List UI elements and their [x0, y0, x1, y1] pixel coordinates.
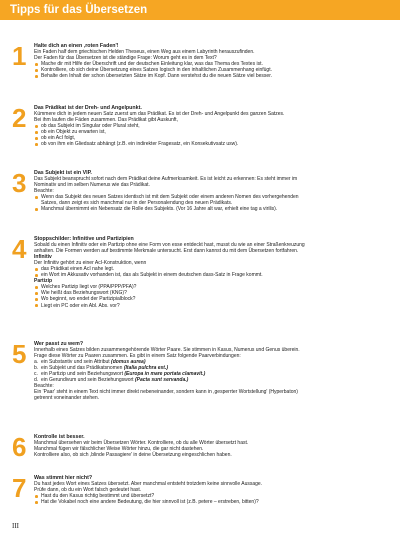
bullet-item: Hast du den Kasus richtig bestimmt und übersetzt?	[34, 493, 390, 499]
tip-section-6	[12, 432, 390, 462]
tip-title: Was stimmt hier nicht?	[34, 475, 93, 481]
bullet-continuation: Satzes, dann zeigt es sich manchmal nur in der Personalendung des neuen Prädikats.	[41, 200, 233, 207]
tip-text: Beachte:	[34, 383, 54, 390]
tip-section-1	[12, 43, 390, 79]
bullet-item: Manchmal übernimmt ein Nebensatz die Rolle des Subjekts. (Vor 16 Jahre alt war, erhielt eine tag a virilis).	[34, 206, 390, 212]
tip-number: 5	[12, 339, 27, 369]
tip-content	[34, 43, 390, 79]
tip-content	[34, 105, 390, 147]
tip-text: Ein Faden half dem griechischen Helden Theseus, einen Weg aus einem Labyrinth herauszufinden.	[34, 49, 255, 56]
tip-text: Prüfe dann, ob du ein Wort falsch gedeutet hast.	[34, 487, 142, 494]
tip-content	[34, 475, 390, 505]
tip-number: 1	[12, 41, 27, 71]
tip-section-4	[12, 236, 390, 309]
tip-text: Der Infinitiv gehört zu einer AcI-Konstruktion, wenn	[34, 260, 147, 267]
tip-number: 3	[12, 168, 27, 198]
tip-content	[34, 236, 390, 309]
tip-text: Kontrolliere also, ob sich ,blinde Passagiere' in deine Übersetzung eingeschlichen haben.	[34, 452, 232, 459]
tip-text: Das Subjekt beansprucht sofort nach dem Prädikat deine Aufmerksamkeit. Es ist leicht zu erkennen: Es steht immer im	[34, 176, 298, 183]
tip-section-2	[12, 105, 390, 147]
bullet-item: ob ein AcI folgt,	[34, 135, 390, 141]
bullet-item: ob von ihm ein Gliedsatz abhängt (z.B. ein indirekter Fragesatz, ein Konsekutivsatz usw).	[34, 141, 390, 147]
bullet-item: Mache dir mit Hilfe der Überschrift und der deutschen Einleitung klar, was das Thema des Textes ist.	[34, 61, 390, 67]
tip-text: anhalten. Die Formen werden auf bestimmte Merkmale untersucht. Erst dann kannst du mit dem Übersetzen fortfahren.	[34, 248, 299, 255]
tip-text: getrennt voneinander stehen.	[34, 395, 100, 402]
bullet-item: Behalte den Inhalt der schon übersetzten Sätze im Kopf. Dann verstehst du die neuen Sätze viel besser.	[34, 73, 390, 79]
bullet-item: Hat die Vokabel noch eine andere Bedeutung, die hier sinnvoll ist (z.B. petere – erstreben, bitten)?	[34, 499, 390, 505]
tip-title: Das Prädikat ist der Dreh- und Angelpunkt.	[34, 105, 142, 111]
bullet-item: Wie heißt das Beziehungswort (KNG)?	[34, 290, 390, 296]
page-number: III	[12, 522, 19, 530]
page-title: Tipps für das Übersetzen	[10, 4, 148, 16]
tip-title: Kontrolle ist besser.	[34, 434, 85, 440]
pair-item-b: b. ein Subjekt und das Prädikatsnomen (Italia pulchra est.)	[34, 365, 169, 372]
header-bar	[0, 0, 400, 20]
bullet-item: ein Wort im Akkusativ vorhanden ist, das als Subjekt in einem deutschen dass-Satz in Frage kommt.	[34, 272, 390, 278]
subheading: Infinitiv	[34, 254, 52, 261]
bullet-item: ob ein Objekt zu erwarten ist,	[34, 129, 390, 135]
tip-text: Kümmere dich in jedem neuen Satz zuerst um das Prädikat. Es ist der Dreh- und Angelpunkt des ganzen Satzes.	[34, 111, 285, 118]
tip-title: Halte dich an einen ‚roten Faden'!	[34, 43, 119, 49]
bullet-item: Wo beginnt, wo endet der Partizipialblock?	[34, 296, 390, 302]
tip-section-5	[12, 341, 390, 401]
tip-text: Ein 'Paar' steht in einem Text nicht immer direkt nebeneinander, sondern kann in ,gesperrter Wortstellung' (Hyperbaton)	[34, 389, 298, 396]
tip-content	[34, 341, 390, 401]
bullet-item: Liegt ein PC oder ein Abl. Abs. vor?	[34, 303, 390, 309]
tip-number: 2	[12, 103, 27, 133]
pair-item-d: d. ein Gerundivum und sein Beziehungswort (Pacta sunt servanda.)	[34, 377, 189, 384]
tip-text: Beachte:	[34, 188, 54, 195]
pair-item-a: a. ein Substantiv und sein Attribut (domus aurea)	[34, 359, 146, 366]
tip-title: Stoppschilder: Infinitive und Partizipien	[34, 236, 134, 242]
bullet-item: das Prädikat einen AcI nahe legt.	[34, 266, 390, 272]
bullet-item: Kontrolliere, ob sich deine Übersetzung eines Satzes logisch in den inhaltlichen Zusammenhang einfügt.	[34, 67, 390, 73]
bullet-item: Wenn das Subjekt des neuen Satzes identisch ist mit dem Subjekt oder einem anderen Nomen des vorhergehenden	[34, 194, 390, 200]
subheading: Partizip	[34, 278, 53, 285]
tip-title: Wer passt zu wem?	[34, 341, 84, 347]
tip-content	[34, 434, 390, 458]
tip-section-7	[12, 475, 390, 505]
tip-text: Frage diese Wörter zu Paaren zusammen. Es gibt in einem Satz folgende Paarverbindungen:	[34, 353, 241, 360]
tip-text: Manchmal übersehen wir beim Übersetzen Wörter. Kontrolliere, ob du alle Wörter übersetzt hast.	[34, 440, 249, 447]
tip-title: Das Subjekt ist ein VIP.	[34, 170, 92, 176]
tip-text: Manchmal fügen wir fälschlicher Weise Wörter hinzu, die gar nicht dastehen.	[34, 446, 204, 453]
bullet-item: Welches Partizip liegt vor (PPA/PPP/PFA)?	[34, 284, 390, 290]
tip-text: Bei ihm laufen die Fäden zusammen. Das Prädikat gibt Auskunft,	[34, 117, 178, 124]
tip-number: 6	[12, 432, 27, 462]
tip-text: Der Faden für das Übersetzen ist die ständige Frage: Worum geht es in dem Text?	[34, 55, 217, 62]
tip-text: Du hast jedes Wort eines Satzes übersetzt. Aber manchmal entsteht trotzdem keine sinnvolle Aussage.	[34, 481, 263, 488]
tip-text: Nominativ und im selben Numerus wie das Prädikat.	[34, 182, 150, 189]
bullet-item: ob das Subjekt im Singular oder Plural steht,	[34, 123, 390, 129]
tip-section-3	[12, 170, 390, 212]
pair-item-c: c. ein Partizip und sein Beziehungswort (Europa in mare portata clamavit.)	[34, 371, 206, 378]
tip-content	[34, 170, 390, 212]
tip-text: Sobald du einen Infinitiv oder ein Partizip ohne eine Form von esse entdeckt hast, musst du wie an einer Straßenkreuzung	[34, 242, 305, 249]
tip-number: 4	[12, 234, 27, 264]
tip-text: Innerhalb eines Satzes bilden zusammengehörende Wörter Paare. Sie stimmen in Kasus, Numerus und Genus überein.	[34, 347, 300, 354]
tip-number: 7	[12, 473, 27, 503]
